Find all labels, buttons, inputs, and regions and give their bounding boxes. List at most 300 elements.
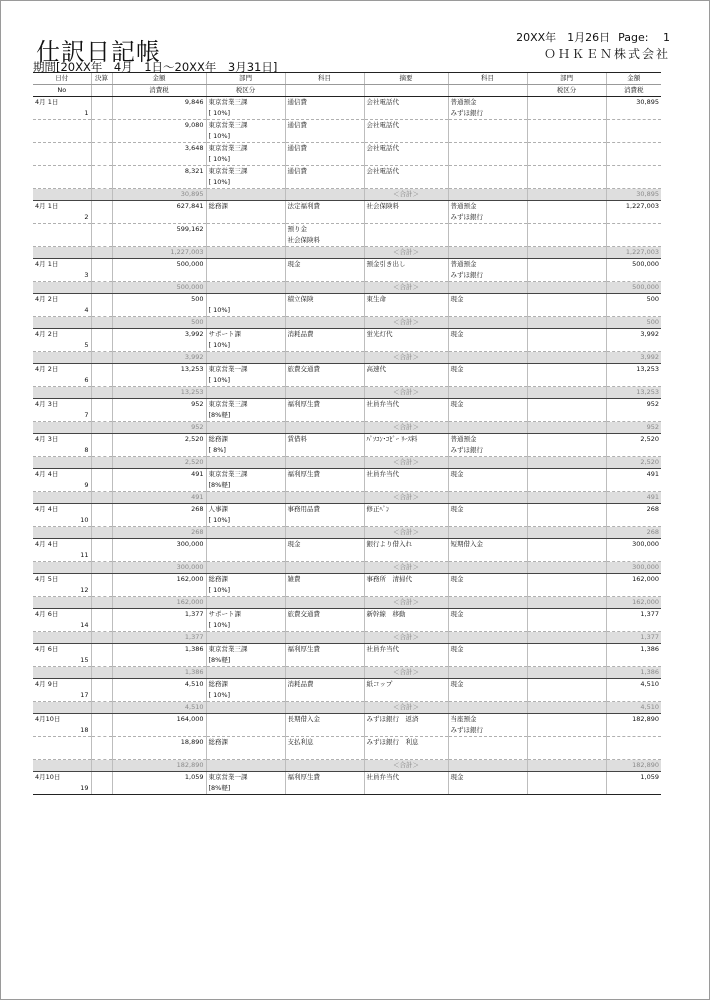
- settlement-cell: [91, 329, 112, 341]
- credit-amount: 182,890: [606, 714, 661, 726]
- credit-tax-class: [527, 783, 606, 795]
- total-blank: [91, 492, 112, 504]
- credit-sub: [448, 131, 527, 143]
- settlement-cell: [91, 783, 112, 795]
- entry-total-credit: 1,386: [606, 667, 661, 679]
- debit-tax-class: [206, 270, 285, 282]
- entry-total-credit: 268: [606, 527, 661, 539]
- journal-line: [33, 504, 661, 516]
- total-blank: [527, 492, 606, 504]
- journal-line: [33, 97, 661, 109]
- entry-no: 15: [33, 655, 91, 667]
- entry-total-debit: 1,386: [112, 667, 206, 679]
- description: 会社電話代: [364, 143, 448, 155]
- company-name: ＯＨＫＥＮ株式会社: [543, 47, 670, 61]
- credit-tax-class: [527, 725, 606, 737]
- credit-tax: [606, 340, 661, 352]
- settlement-cell: [91, 154, 112, 166]
- debit-tax-class: [206, 235, 285, 247]
- credit-sub: [448, 620, 527, 632]
- settlement-cell: [91, 714, 112, 726]
- description-sub: [364, 177, 448, 189]
- credit-tax: [606, 375, 661, 387]
- description-sub: [364, 585, 448, 597]
- debit-dept: [206, 224, 285, 236]
- total-blank: [448, 760, 527, 772]
- debit-dept: 東京営業三課: [206, 644, 285, 656]
- total-blank: [91, 189, 112, 201]
- entry-total-credit: 500,000: [606, 282, 661, 294]
- debit-tax-class: [ 8%]: [206, 445, 285, 457]
- debit-tax: [112, 585, 206, 597]
- credit-amount: 4,510: [606, 679, 661, 691]
- settlement-cell: [91, 620, 112, 632]
- entry-no: 4: [33, 305, 91, 317]
- settlement-cell: [91, 434, 112, 446]
- total-label: ＜合計＞: [364, 189, 448, 201]
- credit-tax: [606, 108, 661, 120]
- debit-tax: [112, 108, 206, 120]
- journal-line-sub: [33, 154, 661, 166]
- settlement-cell: [91, 469, 112, 481]
- entry-date: 4月 2日: [35, 295, 59, 303]
- total-blank: [527, 597, 606, 609]
- period-label: 期間[20XX年 4月 1日～20XX年 3月31日]: [33, 60, 278, 74]
- debit-tax-class: [ 10%]: [206, 305, 285, 317]
- entry-date: [33, 120, 91, 132]
- header-row-2: [33, 85, 661, 97]
- debit-account-sub: [285, 515, 364, 527]
- entry-no: 2: [33, 212, 91, 224]
- credit-amount: [606, 224, 661, 236]
- entry-total-credit: 13,253: [606, 387, 661, 399]
- debit-tax: [112, 655, 206, 667]
- total-blank: [448, 352, 527, 364]
- total-blank: [448, 247, 527, 259]
- debit-dept: 東京営業三課: [206, 166, 285, 178]
- journal-line: [33, 120, 661, 132]
- credit-sub: みずほ銀行: [448, 270, 527, 282]
- credit-amount: [606, 120, 661, 132]
- entry-total-row: [33, 422, 661, 434]
- total-blank: [91, 702, 112, 714]
- credit-account: 短期借入金: [448, 539, 527, 551]
- debit-amount: 268: [112, 504, 206, 516]
- credit-dept: [527, 574, 606, 586]
- total-blank: [448, 562, 527, 574]
- total-label: ＜合計＞: [364, 317, 448, 329]
- col-credit-amount: 金額: [606, 73, 661, 85]
- total-blank: [33, 422, 91, 434]
- debit-dept: 総務課: [206, 434, 285, 446]
- debit-account-sub: [285, 410, 364, 422]
- entry-total-row: [33, 702, 661, 714]
- total-blank: [206, 422, 285, 434]
- header-row-1: [33, 73, 661, 85]
- credit-account: 現金: [448, 609, 527, 621]
- total-label: ＜合計＞: [364, 422, 448, 434]
- total-blank: [33, 760, 91, 772]
- debit-account: 現金: [285, 539, 364, 551]
- description-sub: [364, 410, 448, 422]
- credit-sub: [448, 154, 527, 166]
- col-debit-amount: 金額: [112, 73, 206, 85]
- description: [364, 224, 448, 236]
- total-blank: [448, 667, 527, 679]
- total-blank: [91, 422, 112, 434]
- credit-amount: 491: [606, 469, 661, 481]
- description-sub: [364, 108, 448, 120]
- col-empty: [448, 85, 527, 97]
- entry-date: 4月10日: [35, 715, 61, 723]
- credit-dept: [527, 539, 606, 551]
- entry-no: 19: [33, 783, 91, 795]
- col-settlement: 決算: [91, 73, 112, 85]
- entry-total-debit: 952: [112, 422, 206, 434]
- credit-account: 普通預金: [448, 201, 527, 213]
- col-credit-dept: 部門: [527, 73, 606, 85]
- col-empty: [285, 85, 364, 97]
- entry-total-row: [33, 667, 661, 679]
- total-blank: [527, 457, 606, 469]
- total-blank: [33, 667, 91, 679]
- credit-sub: [448, 748, 527, 760]
- entry-total-row: [33, 317, 661, 329]
- entry-total-debit: 500,000: [112, 282, 206, 294]
- total-blank: [33, 562, 91, 574]
- entry-total-row: [33, 247, 661, 259]
- debit-amount: 162,000: [112, 574, 206, 586]
- settlement-cell: [91, 235, 112, 247]
- credit-account: 現金: [448, 294, 527, 306]
- settlement-cell: [91, 375, 112, 387]
- col-debit-dept: 部門: [206, 73, 285, 85]
- total-blank: [206, 667, 285, 679]
- debit-tax: [112, 748, 206, 760]
- credit-account: 現金: [448, 469, 527, 481]
- debit-account-sub: [285, 655, 364, 667]
- total-blank: [91, 632, 112, 644]
- debit-amount: 1,377: [112, 609, 206, 621]
- settlement-cell: [91, 177, 112, 189]
- debit-account-sub: [285, 550, 364, 562]
- credit-account: [448, 166, 527, 178]
- settlement-cell: [91, 108, 112, 120]
- settlement-cell: [91, 504, 112, 516]
- entry-total-credit: 1,377: [606, 632, 661, 644]
- credit-tax-class: [527, 235, 606, 247]
- entry-no: [33, 131, 91, 143]
- description: 蛍光灯代: [364, 329, 448, 341]
- total-blank: [285, 667, 364, 679]
- settlement-cell: [91, 737, 112, 749]
- credit-amount: 1,059: [606, 772, 661, 784]
- entry-total-debit: 1,377: [112, 632, 206, 644]
- debit-dept: 総務課: [206, 737, 285, 749]
- debit-dept: 東京営業三課: [206, 143, 285, 155]
- entry-date: 4月 6日: [35, 610, 59, 618]
- credit-sub: [448, 305, 527, 317]
- total-blank: [33, 189, 91, 201]
- total-blank: [206, 189, 285, 201]
- credit-tax-class: [527, 550, 606, 562]
- debit-amount: 18,890: [112, 737, 206, 749]
- credit-dept: [527, 294, 606, 306]
- total-blank: [448, 597, 527, 609]
- debit-amount: 500,000: [112, 259, 206, 271]
- debit-tax: [112, 515, 206, 527]
- credit-account: [448, 737, 527, 749]
- credit-dept: [527, 120, 606, 132]
- total-blank: [91, 527, 112, 539]
- entry-total-row: [33, 632, 661, 644]
- total-blank: [285, 189, 364, 201]
- debit-amount: 9,080: [112, 120, 206, 132]
- entry-date: 4月 5日: [35, 575, 59, 583]
- credit-amount: 162,000: [606, 574, 661, 586]
- description-sub: [364, 690, 448, 702]
- debit-account: 消耗品費: [285, 329, 364, 341]
- total-blank: [33, 702, 91, 714]
- journal-line-sub: [33, 725, 661, 737]
- journal-line-sub: [33, 340, 661, 352]
- total-blank: [206, 492, 285, 504]
- description: 修正ﾍﾟﾝ: [364, 504, 448, 516]
- debit-tax-class: [ 10%]: [206, 690, 285, 702]
- total-blank: [285, 422, 364, 434]
- journal-line: [33, 737, 661, 749]
- settlement-cell: [91, 585, 112, 597]
- debit-tax: [112, 270, 206, 282]
- debit-dept: サポート課: [206, 329, 285, 341]
- settlement-cell: [91, 445, 112, 457]
- debit-dept: [206, 714, 285, 726]
- total-blank: [448, 422, 527, 434]
- debit-account-sub: [285, 585, 364, 597]
- settlement-cell: [91, 224, 112, 236]
- credit-tax-class: [527, 480, 606, 492]
- settlement-cell: [91, 748, 112, 760]
- total-blank: [448, 527, 527, 539]
- debit-tax-class: [206, 725, 285, 737]
- journal-line-sub: [33, 655, 661, 667]
- total-blank: [206, 632, 285, 644]
- credit-tax: [606, 270, 661, 282]
- debit-tax-class: [ 10%]: [206, 620, 285, 632]
- entry-no: 11: [33, 550, 91, 562]
- entry-total-debit: 182,890: [112, 760, 206, 772]
- description-sub: [364, 748, 448, 760]
- entry-no: 14: [33, 620, 91, 632]
- debit-dept: 東京営業三課: [206, 120, 285, 132]
- credit-amount: [606, 166, 661, 178]
- credit-dept: [527, 201, 606, 213]
- credit-dept: [527, 97, 606, 109]
- debit-account-sub: [285, 270, 364, 282]
- debit-amount: 3,992: [112, 329, 206, 341]
- settlement-cell: [91, 340, 112, 352]
- entry-no: [33, 154, 91, 166]
- settlement-cell: [91, 515, 112, 527]
- total-blank: [91, 562, 112, 574]
- total-blank: [527, 760, 606, 772]
- journal-line: [33, 679, 661, 691]
- debit-account: 通信費: [285, 166, 364, 178]
- total-blank: [33, 387, 91, 399]
- journal-body: [33, 97, 661, 795]
- credit-tax: [606, 131, 661, 143]
- total-blank: [206, 282, 285, 294]
- credit-amount: 1,377: [606, 609, 661, 621]
- debit-tax-class: [8%軽]: [206, 480, 285, 492]
- debit-account: 福利厚生費: [285, 399, 364, 411]
- total-blank: [206, 457, 285, 469]
- entry-total-debit: 2,520: [112, 457, 206, 469]
- entry-total-row: [33, 527, 661, 539]
- credit-tax: [606, 154, 661, 166]
- total-label: ＜合計＞: [364, 247, 448, 259]
- total-label: ＜合計＞: [364, 527, 448, 539]
- credit-dept: [527, 143, 606, 155]
- entry-date: 4月 1日: [35, 98, 59, 106]
- debit-tax: [112, 620, 206, 632]
- entry-date: 4月 3日: [35, 400, 59, 408]
- entry-total-credit: 182,890: [606, 760, 661, 772]
- debit-dept: 東京営業一課: [206, 772, 285, 784]
- journal-line: [33, 772, 661, 784]
- total-blank: [91, 352, 112, 364]
- debit-dept: 総務課: [206, 574, 285, 586]
- description-sub: [364, 515, 448, 527]
- entry-date: 4月 2日: [35, 330, 59, 338]
- debit-account-sub: [285, 783, 364, 795]
- credit-sub: [448, 585, 527, 597]
- entry-total-credit: 30,895: [606, 189, 661, 201]
- debit-tax-class: [ 10%]: [206, 340, 285, 352]
- debit-tax: [112, 725, 206, 737]
- print-date: 20XX年 1月26日: [516, 31, 611, 44]
- credit-account: 現金: [448, 574, 527, 586]
- debit-tax-class: [8%軽]: [206, 655, 285, 667]
- debit-account: 旅費交通費: [285, 364, 364, 376]
- debit-account-sub: [285, 480, 364, 492]
- debit-tax: [112, 550, 206, 562]
- credit-dept: [527, 737, 606, 749]
- debit-amount: 300,000: [112, 539, 206, 551]
- description: 会社電話代: [364, 97, 448, 109]
- journal-line-sub: [33, 108, 661, 120]
- description: 新幹線 移動: [364, 609, 448, 621]
- debit-dept: 人事課: [206, 504, 285, 516]
- entry-date: [33, 166, 91, 178]
- entry-total-credit: 491: [606, 492, 661, 504]
- credit-tax: [606, 445, 661, 457]
- credit-account: 現金: [448, 772, 527, 784]
- credit-tax: [606, 480, 661, 492]
- journal-line-sub: [33, 620, 661, 632]
- entry-no: [33, 177, 91, 189]
- print-info: [470, 32, 670, 44]
- debit-account: 旅費交通費: [285, 609, 364, 621]
- entry-total-credit: 300,000: [606, 562, 661, 574]
- credit-dept: [527, 166, 606, 178]
- credit-tax: [606, 690, 661, 702]
- debit-account-sub: 社会保険料: [285, 235, 364, 247]
- total-label: ＜合計＞: [364, 387, 448, 399]
- entry-no: 10: [33, 515, 91, 527]
- credit-sub: みずほ銀行: [448, 212, 527, 224]
- credit-sub: [448, 515, 527, 527]
- settlement-cell: [91, 410, 112, 422]
- credit-tax-class: [527, 748, 606, 760]
- entry-total-credit: 1,227,003: [606, 247, 661, 259]
- credit-amount: 1,227,003: [606, 201, 661, 213]
- entry-total-debit: 4,510: [112, 702, 206, 714]
- debit-dept: 東京営業三課: [206, 97, 285, 109]
- credit-dept: [527, 469, 606, 481]
- credit-tax: [606, 620, 661, 632]
- credit-sub: [448, 235, 527, 247]
- debit-tax-class: [206, 748, 285, 760]
- journal-line: [33, 143, 661, 155]
- description-sub: [364, 480, 448, 492]
- entry-date: 4月10日: [35, 773, 61, 781]
- credit-sub: [448, 690, 527, 702]
- credit-dept: [527, 644, 606, 656]
- journal-line: [33, 329, 661, 341]
- debit-tax: [112, 177, 206, 189]
- debit-account-sub: [285, 131, 364, 143]
- debit-account: 長期借入金: [285, 714, 364, 726]
- settlement-cell: [91, 166, 112, 178]
- total-blank: [285, 492, 364, 504]
- credit-account: 普通預金: [448, 259, 527, 271]
- debit-tax-class: [ 10%]: [206, 515, 285, 527]
- total-blank: [527, 527, 606, 539]
- debit-dept: 東京営業三課: [206, 469, 285, 481]
- debit-account-sub: [285, 108, 364, 120]
- description-sub: [364, 550, 448, 562]
- debit-tax-class: [ 10%]: [206, 154, 285, 166]
- settlement-cell: [91, 305, 112, 317]
- journal-line: [33, 201, 661, 213]
- credit-amount: 1,386: [606, 644, 661, 656]
- entry-total-debit: 1,227,003: [112, 247, 206, 259]
- journal-line: [33, 224, 661, 236]
- entry-total-debit: 491: [112, 492, 206, 504]
- total-blank: [33, 632, 91, 644]
- debit-tax: [112, 212, 206, 224]
- credit-dept: [527, 609, 606, 621]
- total-blank: [285, 597, 364, 609]
- debit-account-sub: [285, 375, 364, 387]
- credit-amount: 952: [606, 399, 661, 411]
- journal-line-sub: [33, 550, 661, 562]
- credit-tax: [606, 748, 661, 760]
- journal-line-sub: [33, 131, 661, 143]
- credit-amount: 3,992: [606, 329, 661, 341]
- entry-total-row: [33, 282, 661, 294]
- total-blank: [527, 352, 606, 364]
- total-blank: [527, 667, 606, 679]
- credit-tax: [606, 550, 661, 562]
- debit-dept: 東京営業一課: [206, 364, 285, 376]
- debit-account: 福利厚生費: [285, 644, 364, 656]
- credit-account: 当座預金: [448, 714, 527, 726]
- debit-tax: [112, 375, 206, 387]
- description-sub: [364, 131, 448, 143]
- debit-dept: 総務課: [206, 679, 285, 691]
